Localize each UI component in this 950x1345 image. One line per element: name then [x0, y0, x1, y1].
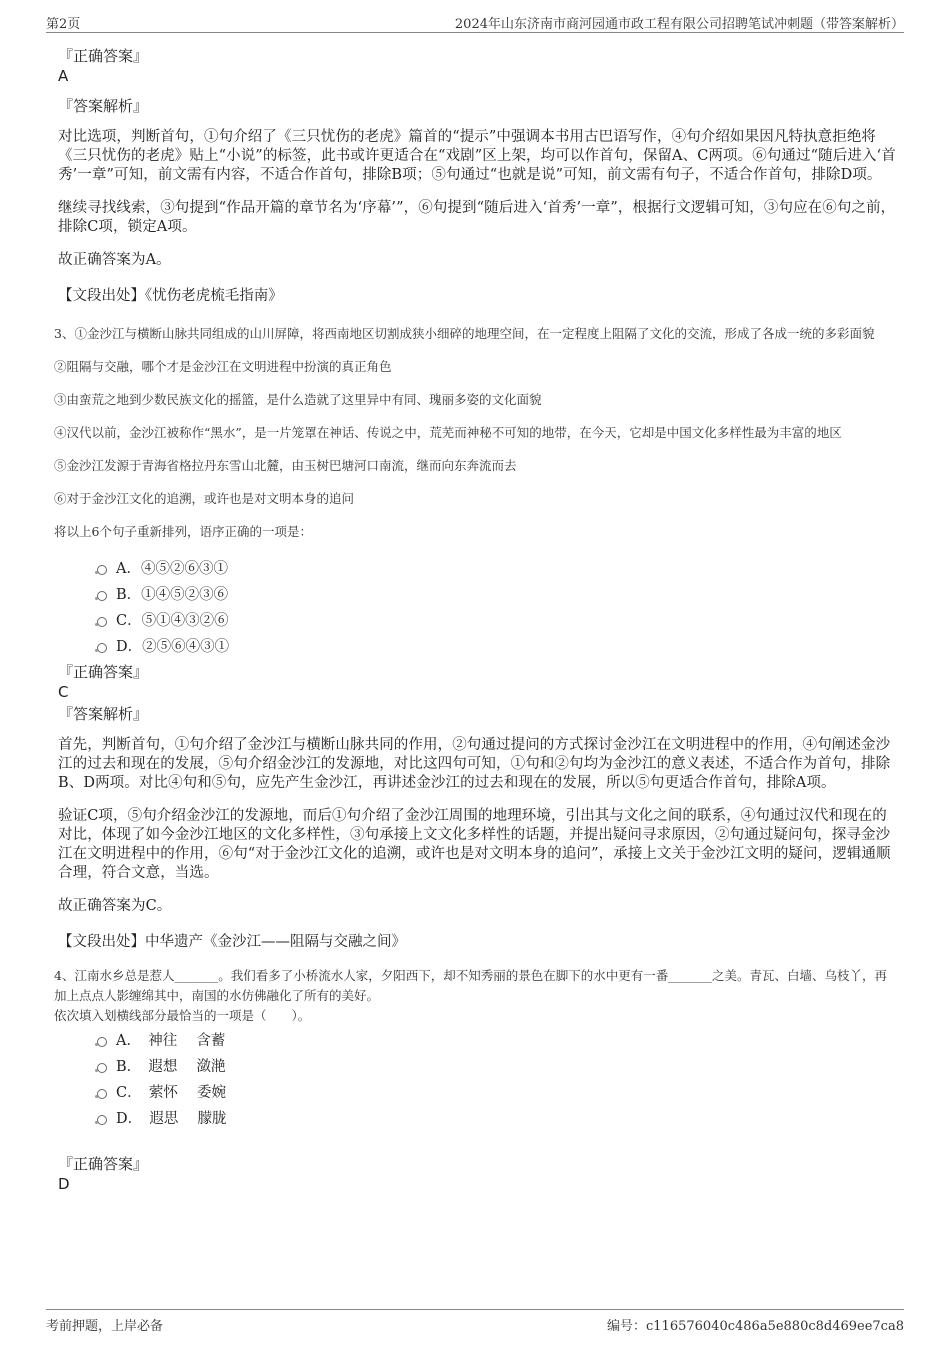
q2-source: 【文段出处】《忧伤老虎梳毛指南》: [58, 288, 283, 304]
radio-icon[interactable]: [97, 591, 107, 601]
q2-analysis-p2: 继续寻找线索，③句提到“作品开篇的章节名为‘序幕’”，⑥句提到“随后进入‘首秀’一章”，根据行文逻辑可知，③句应在⑥句之前，排除C项，锁定A项。: [58, 200, 896, 235]
q3-analysis-p3: 故正确答案为C。: [58, 898, 172, 914]
option-label: B． 遐想 潋滟: [116, 1059, 226, 1075]
q3-sentence-5: ⑤金沙江发源于青海省格拉丹东雪山北麓，由玉树巴塘河口南流，继而向东奔流而去: [54, 458, 517, 473]
q3-stem: 3、①金沙江与横断山脉共同组成的山川屏障，将西南地区切割成狭小细碎的地理空间，在一定程度上阻隔了文化的交流，形成了各成一统的多彩面貌: [54, 326, 875, 341]
correct-answer-label: 『正确答案』: [58, 47, 149, 65]
option-label: D． 遐思 朦胧: [116, 1111, 227, 1127]
document-body: [54, 46, 898, 1194]
q3-sentence-2: ②阻隔与交融，哪个才是金沙江在文明进程中扮演的真正角色: [54, 359, 392, 374]
q4-option-b[interactable]: [58, 1054, 898, 1080]
q3-option-d[interactable]: [58, 634, 898, 660]
radio-icon[interactable]: [97, 1115, 107, 1125]
page-number: 第2页: [46, 17, 81, 32]
correct-answer-label: 『正确答案』: [58, 1155, 149, 1173]
radio-icon[interactable]: [97, 1063, 107, 1073]
radio-icon[interactable]: [97, 643, 107, 653]
option-label: C． 萦怀 委婉: [116, 1085, 226, 1101]
option-label: A． 神往 含蓄: [116, 1033, 226, 1049]
option-label: D．②⑤⑥④③①: [116, 639, 230, 655]
radio-icon[interactable]: [97, 1089, 107, 1099]
q3-sentence-6: ⑥对于金沙江文化的追溯，或许也是对文明本身的追问: [54, 491, 355, 506]
option-label: C．⑤①④③②⑥: [116, 613, 229, 629]
q3-source: 【文段出处】中华遗产《金沙江——阻隔与交融之间》: [58, 934, 406, 950]
option-label: A．④⑤②⑥③①: [116, 561, 228, 577]
radio-icon[interactable]: [97, 617, 107, 627]
q3-analysis-p2: 验证C项，⑤句介绍金沙江的发源地，而后①句介绍了金沙江周围的地理环境，引出其与文化之间的联系，④句通过汉代和现在的对比，体现了如今金沙江地区的文化多样性，③句承接上文文化多样性的话题，并提出疑问寻求原因，②句通过疑问句，探寻金沙江在文明进程中的作用，⑥句“对于金沙江文化的追溯，或许也是对文明本身的追问”，承接上文关于金沙江文明的疑问，逻辑通顺合理，符合文意，当选。: [58, 808, 891, 881]
q3-options: [58, 556, 898, 660]
q3-option-a[interactable]: [58, 556, 898, 582]
q4-prompt: 依次填入划横线部分最恰当的一项是（ ）。: [54, 1008, 311, 1023]
page-footer: [46, 1309, 904, 1336]
correct-answer-label: 『正确答案』: [58, 663, 149, 681]
analysis-label: 『答案解析』: [58, 97, 149, 115]
q3-sentence-4: ④汉代以前，金沙江被称作“黑水”，是一片笼罩在神话、传说之中，荒芜而神秘不可知的地带，在今天，它却是中国文化多样性最为丰富的地区: [54, 425, 842, 440]
q2-analysis-p3: 故正确答案为A。: [58, 252, 171, 268]
q3-option-b[interactable]: [58, 582, 898, 608]
q2-analysis-p1: 对比选项，判断首句，①句介绍了《三只忧伤的老虎》篇首的“提示”中强调本书用古巴语写作，④句介绍如果因凡特执意拒绝将《三只忧伤的老虎》贴上“小说”的标签，此书或许更适合在“戏剧”区上架，均可以作首句，保留A、C两项。⑥句通过“随后进入‘首秀’一章”可知，前文需有内容，不适合作首句，排除B项；⑤句通过“也就是说”可知，前文需有句子，不适合作首句，排除D项。: [58, 129, 896, 183]
q4-option-a[interactable]: [58, 1028, 898, 1054]
document-title: 2024年山东济南市商河园通市政工程有限公司招聘笔试冲刺题（带答案解析）: [454, 17, 904, 32]
document-code: 编号：c116576040c486a5e880c8d469ee7ca8: [607, 1319, 904, 1334]
q4-stem: 4、江南水乡总是惹人_______。我们看多了小桥流水人家，夕阳西下，却不知秀丽的景色在脚下的水中更有一番_______之美。青瓦、白墙、乌枝丫，再加上点点人影缠绵其中，南国的水仿佛融化了所有的美好。: [54, 968, 887, 1003]
q3-prompt: 将以上6个句子重新排列，语序正确的一项是：: [54, 524, 312, 539]
q3-option-c[interactable]: [58, 608, 898, 634]
q4-answer: D: [58, 1175, 70, 1193]
radio-icon[interactable]: [97, 565, 107, 575]
radio-icon[interactable]: [97, 1037, 107, 1047]
q4-options: [58, 1028, 898, 1132]
q3-answer: C: [58, 683, 69, 701]
footer-slogan: 考前押题，上岸必备: [46, 1319, 164, 1334]
q4-option-c[interactable]: [58, 1080, 898, 1106]
q3-sentence-3: ③由蛮荒之地到少数民族文化的摇篮，是什么造就了这里异中有同、瑰丽多姿的文化面貌: [54, 392, 542, 407]
option-label: B．①④⑤②③⑥: [116, 587, 229, 603]
q3-analysis-p1: 首先，判断首句，①句介绍了金沙江与横断山脉共同的作用，②句通过提问的方式探讨金沙江在文明进程中的作用，④句阐述金沙江的过去和现在的发展，⑤句介绍金沙江的发源地，对比这四句可知，①句和②句均为金沙江的意义表述，不适合作为首句，排除B、D两项。对比④句和⑤句，应先产生金沙江，再讲述金沙江的过去和现在的发展，所以⑤句更适合作首句，排除A项。: [58, 737, 891, 791]
q2-answer: A: [58, 67, 69, 85]
analysis-label: 『答案解析』: [58, 705, 149, 723]
page-header: [46, 12, 904, 33]
q4-option-d[interactable]: [58, 1106, 898, 1132]
